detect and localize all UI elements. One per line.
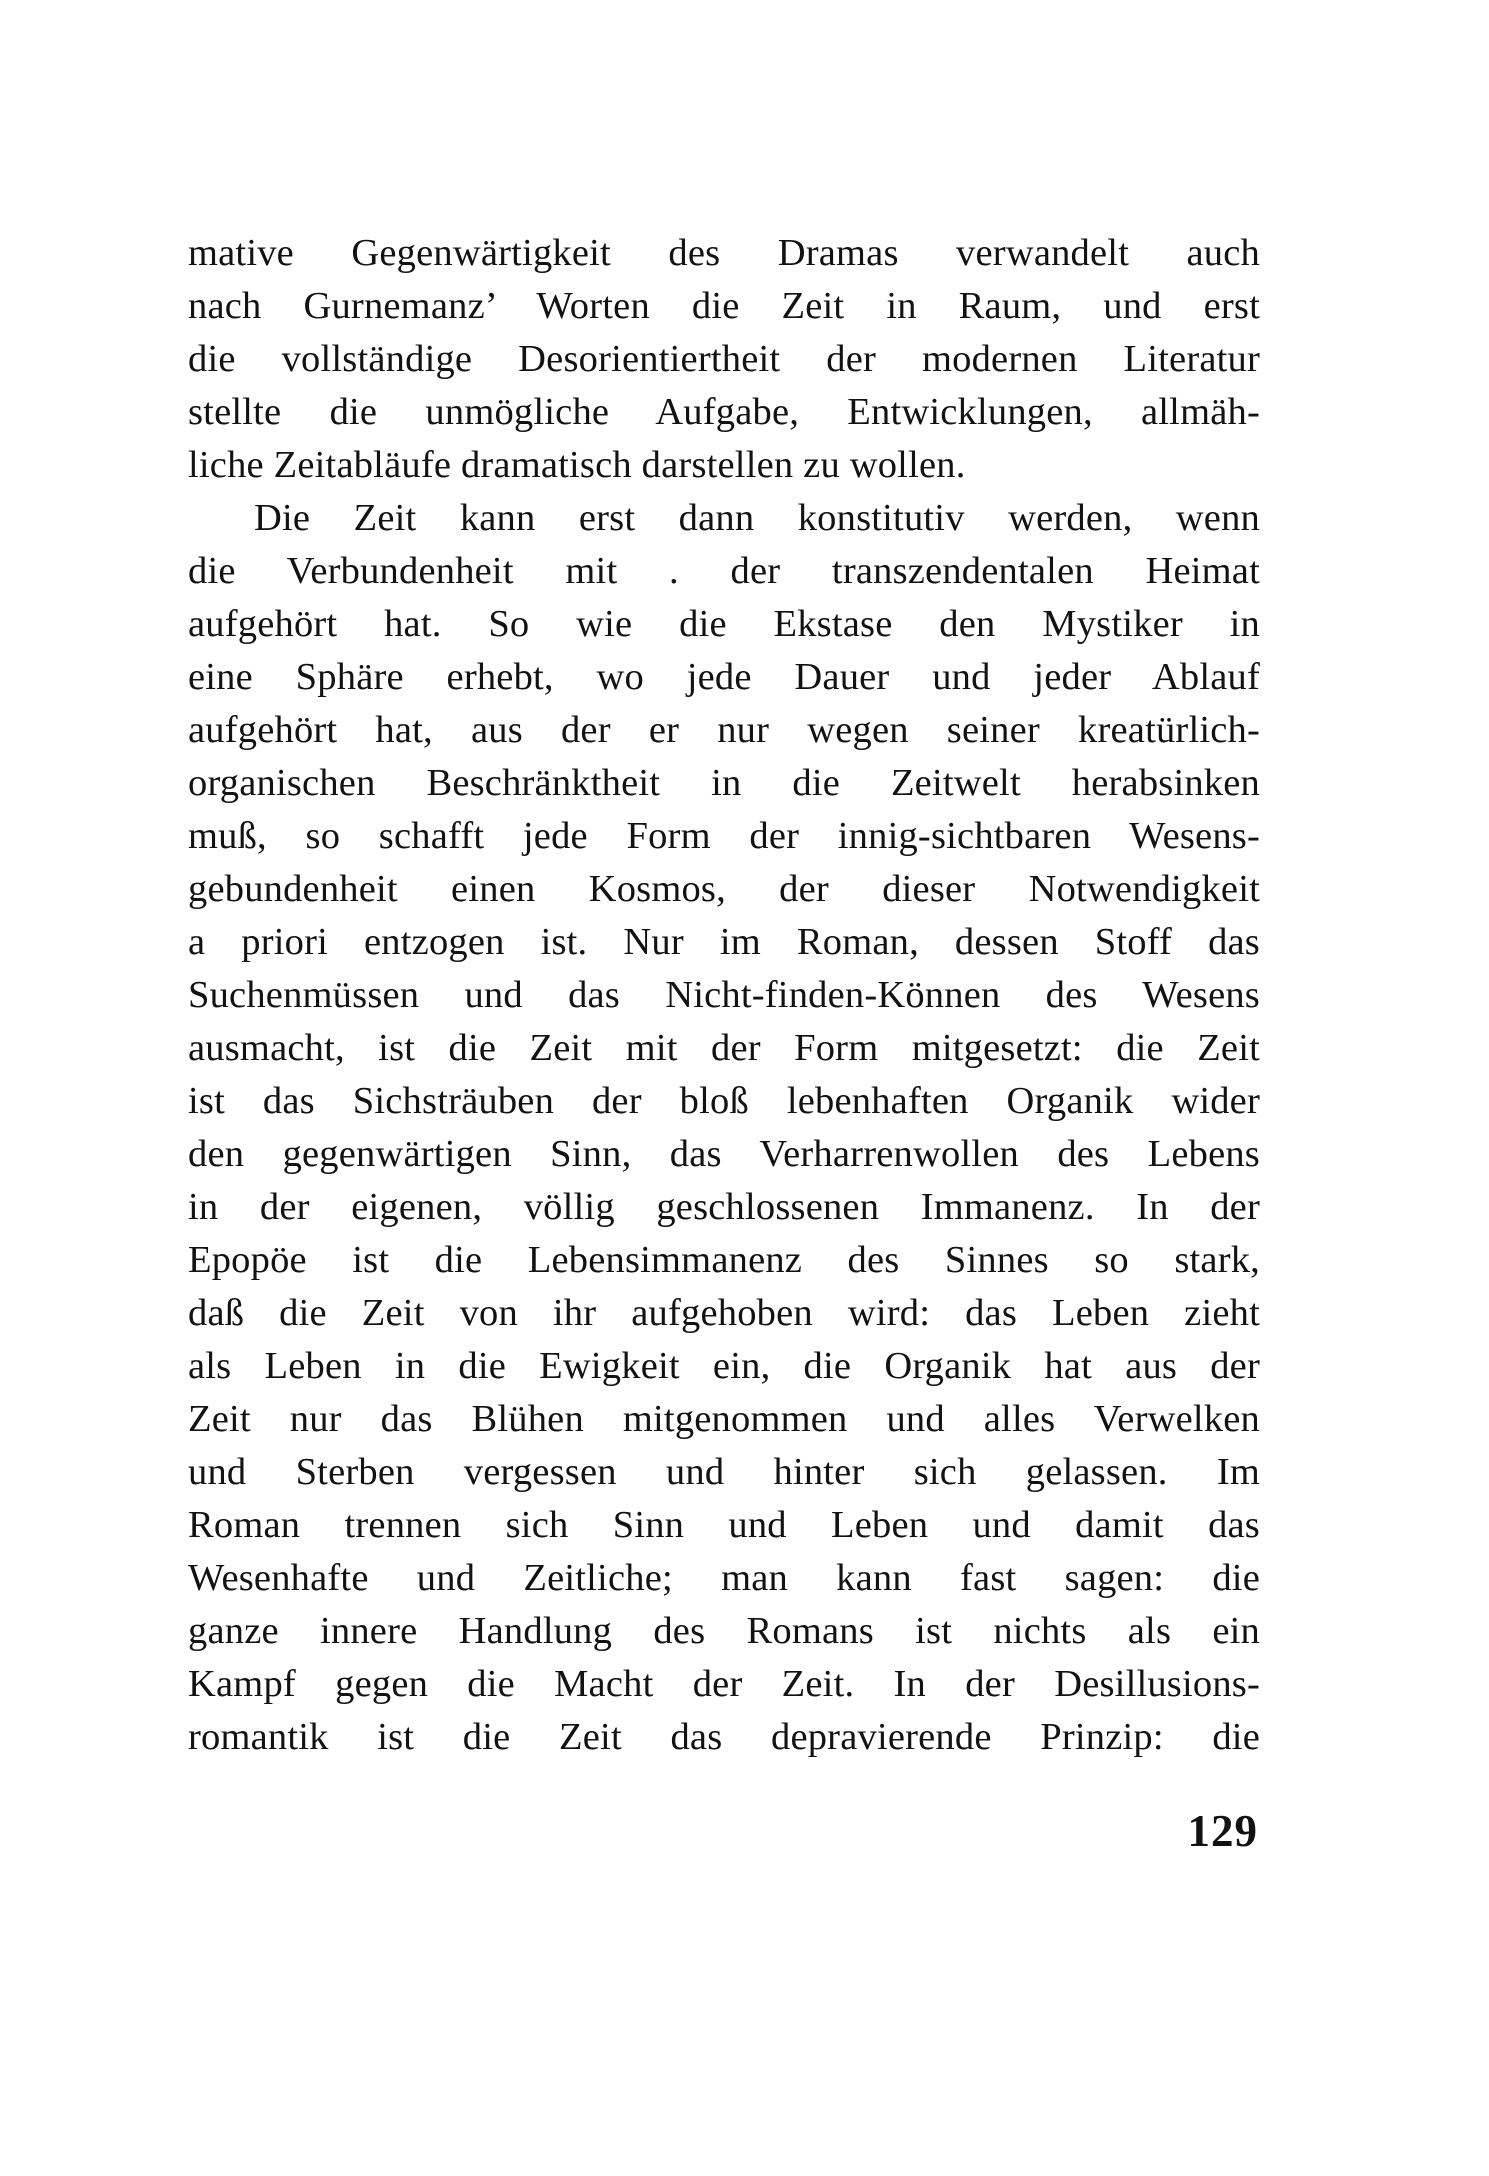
text-line: Roman trennen sich Sinn und Leben und damit das — [188, 1504, 1260, 1546]
text-line: aufgehört hat. So wie die Ekstase den Mystiker in — [188, 603, 1260, 645]
text-line: als Leben in die Ewigkeit ein, die Organik hat aus der — [188, 1345, 1260, 1387]
text-line: ganze innere Handlung des Romans ist nichts als ein — [188, 1610, 1260, 1652]
text-line: die Verbundenheit mit . der transzendentalen Heimat — [188, 550, 1260, 592]
text-line: muß, so schafft jede Form der innig-sichtbaren Wesens- — [188, 815, 1260, 857]
text-line: daß die Zeit von ihr aufgehoben wird: das Leben zieht — [188, 1292, 1260, 1334]
text-line: Wesenhafte und Zeitliche; man kann fast sagen: die — [188, 1557, 1260, 1599]
text-line: den gegenwärtigen Sinn, das Verharrenwollen des Lebens — [188, 1133, 1260, 1175]
text-line: romantik ist die Zeit das depravierende Prinzip: die — [188, 1716, 1260, 1758]
text-line: a priori entzogen ist. Nur im Roman, dessen Stoff das — [188, 921, 1260, 963]
text-line: nach Gurnemanz’ Worten die Zeit in Raum, und erst — [188, 285, 1260, 327]
text-line: Kampf gegen die Macht der Zeit. In der Desillusions- — [188, 1663, 1260, 1705]
text-line: in der eigenen, völlig geschlossenen Immanenz. In der — [188, 1186, 1260, 1228]
text-line: die vollständige Desorientiertheit der modernen Literatur — [188, 338, 1260, 380]
text-line: Epopöe ist die Lebensimmanenz des Sinnes so stark, — [188, 1239, 1260, 1281]
text-line: Die Zeit kann erst dann konstitutiv werden, wenn — [254, 497, 1260, 539]
text-line: organischen Beschränktheit in die Zeitwelt herabsinken — [188, 762, 1260, 804]
text-line: und Sterben vergessen und hinter sich gelassen. Im — [188, 1451, 1260, 1493]
text-line: aufgehört hat, aus der er nur wegen seiner kreatürlich- — [188, 709, 1260, 751]
text-line: liche Zeitabläufe dramatisch darstellen zu wollen. — [188, 444, 966, 486]
text-line: ist das Sichsträuben der bloß lebenhaften Organik wider — [188, 1080, 1260, 1122]
text-line: gebundenheit einen Kosmos, der dieser Notwendigkeit — [188, 868, 1260, 910]
text-line: stellte die unmögliche Aufgabe, Entwicklungen, allmäh- — [188, 391, 1260, 433]
text-block — [188, 227, 1260, 1764]
text-line: mative Gegenwärtigkeit des Dramas verwandelt auch — [188, 232, 1260, 274]
text-line: Suchenmüssen und das Nicht-finden-Können des Wesens — [188, 974, 1260, 1016]
text-line: ausmacht, ist die Zeit mit der Form mitgesetzt: die Zeit — [188, 1027, 1260, 1069]
text-line: eine Sphäre erhebt, wo jede Dauer und jeder Ablauf — [188, 656, 1260, 698]
page-number: 129 — [1187, 1806, 1258, 1856]
text-line: Zeit nur das Blühen mitgenommen und alles Verwelken — [188, 1398, 1260, 1440]
